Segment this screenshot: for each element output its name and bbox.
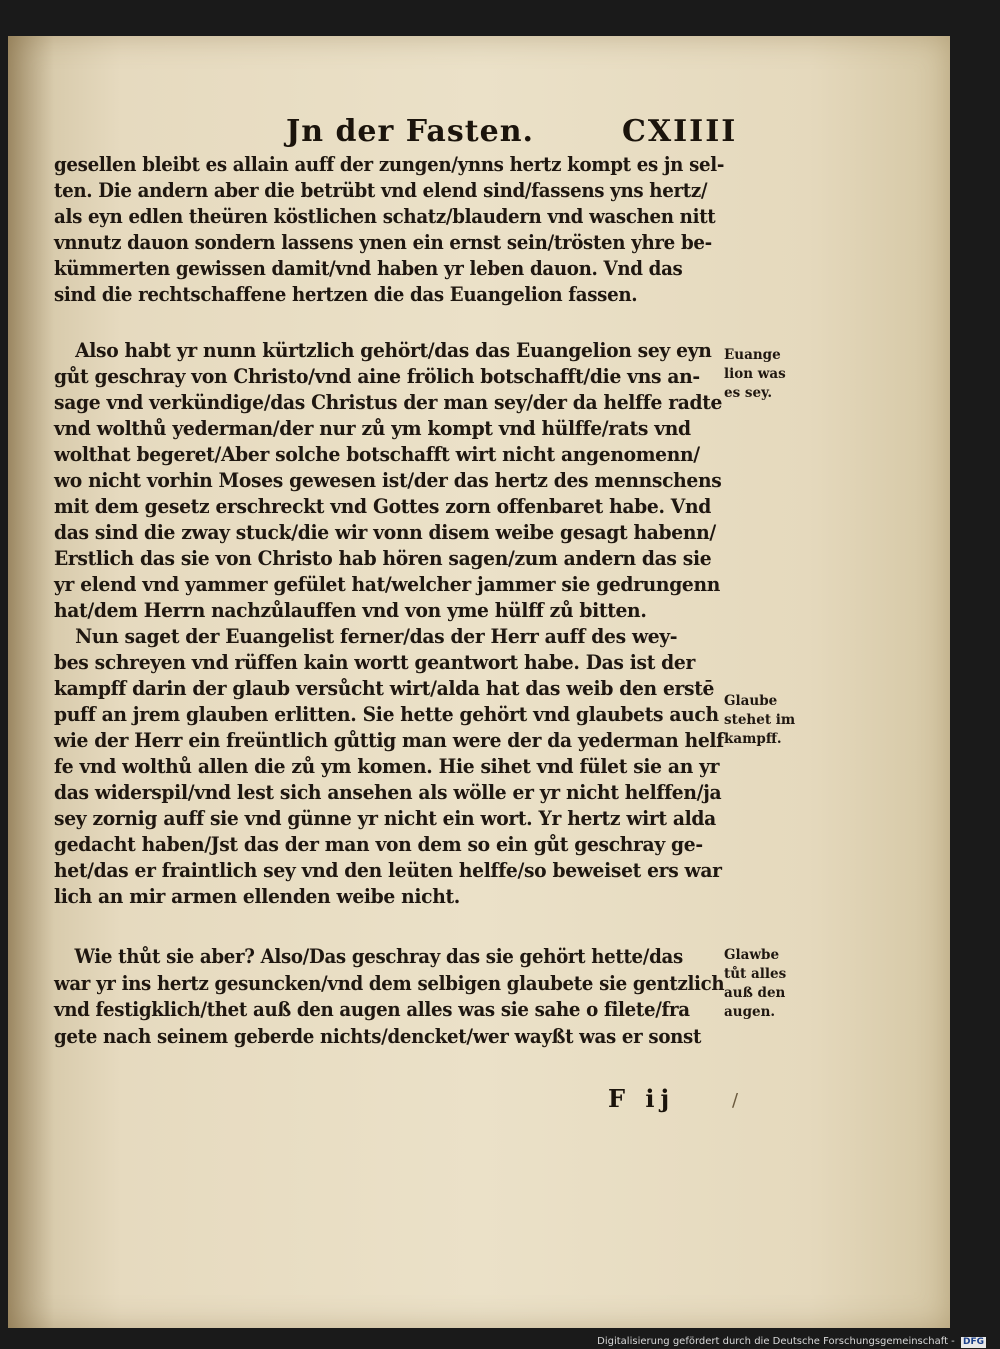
text-line: das widerspil/vnd lest sich ansehen als wölle er yr nicht helffen/ja <box>54 781 722 804</box>
margin-note-line: Glawbe <box>724 947 780 963</box>
text-line: als eyn edlen theüren köstlichen schatz/blaudern vnd waschen nitt <box>54 205 716 228</box>
text-line: gesellen bleibt es allain auff der zungen/ynns hertz kompt es jn sel- <box>54 153 725 176</box>
credit-text: Digitalisierung gefördert durch die Deutsche Forschungsgemeinschaft - <box>597 1336 955 1347</box>
text-line: vnd wolthů yederman/der nur zů ym kompt vnd hülffe/rats vnd <box>54 417 691 440</box>
text-line: sey zornig auff sie vnd günne yr nicht ein wort. Yr hertz wirt alda <box>54 807 716 830</box>
text-line: Wie thůt sie aber? Also/Das geschray das sie gehört hette/das <box>74 945 683 968</box>
text-line: wo nicht vorhin Moses gewesen ist/der das hertz des mennschens <box>54 469 722 492</box>
margin-note-line: Glaube <box>724 693 778 709</box>
text-line: sind die rechtschaffene hertzen die das Euangelion fassen. <box>54 283 638 306</box>
margin-note-line: tůt alles <box>724 966 787 982</box>
page-header <box>8 114 950 154</box>
text-line: das sind die zway stuck/die wir vonn disem weibe gesagt habenn/ <box>54 521 716 544</box>
text-line: wolthat begeret/Aber solche botschafft wirt nicht angenomenn/ <box>54 443 700 466</box>
margin-note-line: stehet im <box>724 712 796 728</box>
margin-note-line: Euange <box>724 347 781 363</box>
text-line: vnnutz dauon sondern lassens ynen ein ernst sein/trösten yhre be- <box>54 231 712 254</box>
book-page <box>8 36 950 1328</box>
text-line: kümmerten gewissen damit/vnd haben yr leben dauon. Vnd das <box>54 257 683 280</box>
margin-note-glaube-kampff <box>724 692 802 749</box>
text-block-1 <box>54 152 771 308</box>
margin-note-euangelion <box>724 346 802 403</box>
text-line: Also habt yr nunn kürtzlich gehört/das das Euangelion sey eyn <box>75 339 712 362</box>
text-line: war yr ins hertz gesuncken/vnd dem selbigen glaubete sie gentzlich <box>54 971 725 995</box>
running-head: Jn der Fasten. <box>286 114 534 149</box>
text-line: gůt geschray von Christo/vnd aine frölich botschafft/die vns an- <box>54 365 700 388</box>
text-block-2 <box>54 338 753 910</box>
stray-pen-mark: / <box>732 1090 739 1111</box>
text-line: lich an mir armen ellenden weibe nicht. <box>54 885 460 908</box>
text-line: hat/dem Herrn nachzůlauffen vnd von yme hülff zů bitten. <box>54 599 647 622</box>
margin-note-line: lion was <box>724 366 786 382</box>
text-block-3 <box>54 944 772 1050</box>
margin-note-glawbe-augen <box>724 946 802 1022</box>
text-line: gete nach seinem geberde nichts/dencket/wer wayßt was er sonst <box>54 1024 702 1048</box>
margin-note-line: kampff. <box>724 731 782 747</box>
text-line: yr elend vnd yammer gefület hat/welcher jammer sie gedrungenn <box>54 573 721 596</box>
digitization-credit <box>597 1336 986 1348</box>
text-line: Nun saget der Euangelist ferner/das der Herr auff des wey- <box>75 625 678 648</box>
text-line: ten. Die andern aber die betrübt vnd elend sind/fassens yns hertz/ <box>54 179 708 202</box>
text-line: Erstlich das sie von Christo hab hören sagen/zum andern das sie <box>54 547 712 570</box>
text-line: vnd festigklich/thet auß den augen alles was sie sahe o filete/fra <box>54 998 690 1021</box>
text-line: kampff darin der glaub versůcht wirt/alda hat das weib den erstē <box>54 677 715 700</box>
text-line: wie der Herr ein freüntlich gůttig man were der da yederman helf <box>54 729 724 752</box>
margin-note-line: es sey. <box>724 385 773 401</box>
margin-note-line: augen. <box>724 1004 776 1020</box>
text-line: puff an jrem glauben erlitten. Sie hette gehört vnd glaubets auch <box>54 703 719 726</box>
text-line: bes schreyen vnd rüffen kain wortt geantwort habe. Das ist der <box>54 651 696 674</box>
text-line: het/das er fraintlich sey vnd den leüten helffe/so beweiset ers war <box>54 859 722 882</box>
margin-note-line: auß den <box>724 985 786 1001</box>
text-line: mit dem gesetz erschreckt vnd Gottes zorn offenbaret habe. Vnd <box>54 495 711 518</box>
text-line: gedacht haben/Jst das der man von dem so ein gůt geschray ge- <box>54 833 703 856</box>
signature-mark: F ij <box>608 1084 676 1113</box>
dfg-logo[interactable]: DFG <box>962 1337 984 1347</box>
text-line: fe vnd wolthů allen die zů ym komen. Hie sihet vnd fület sie an yr <box>54 755 720 778</box>
folio-number: CXIIII <box>622 114 738 149</box>
text-line: sage vnd verkündige/das Christus der man sey/der da helffe radte <box>54 391 723 414</box>
